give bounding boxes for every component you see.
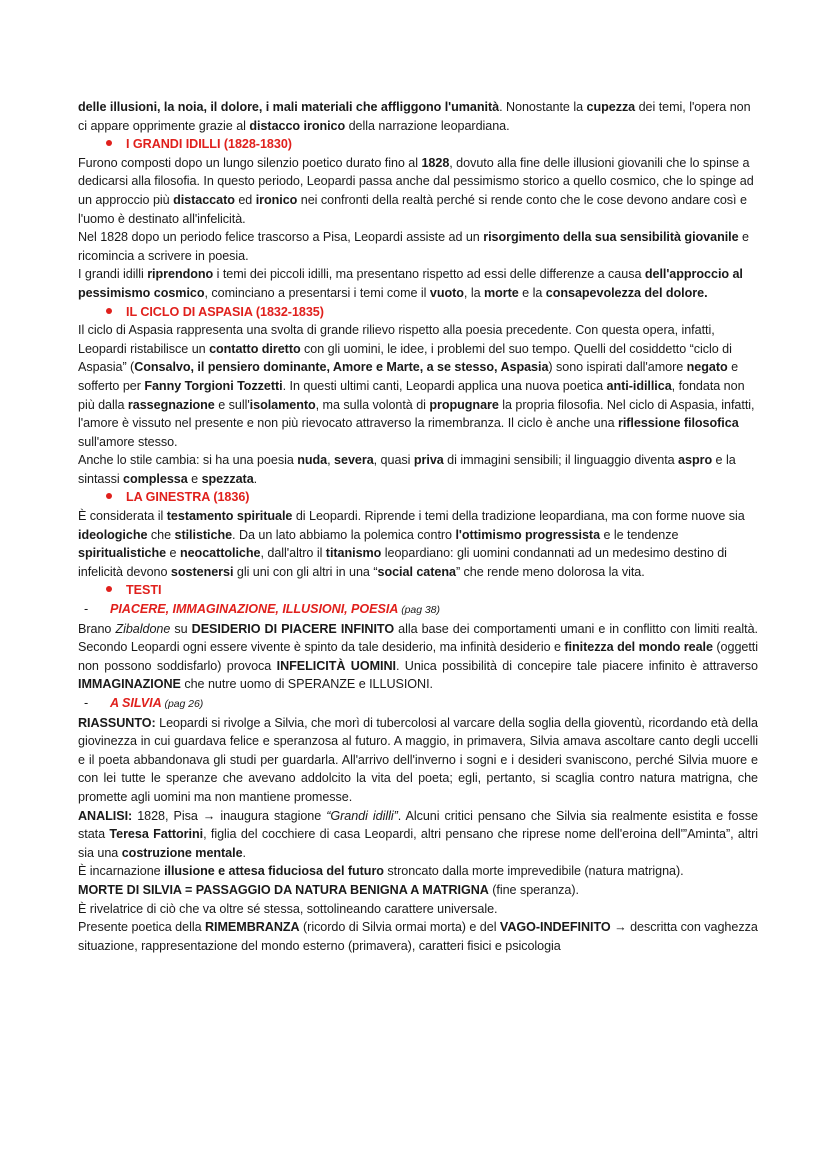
text: che nutre uomo di SPERANZE e ILLUSIONI. [180,677,433,692]
text: Presente poetica della [78,920,205,935]
paragraph-riassunto [78,714,758,807]
section-heading-testi [78,581,758,600]
heading-text: I GRANDI IDILLI (1828-1830) [126,137,292,152]
paragraph-intro [78,98,758,135]
bold-text: negato [686,360,728,375]
page-reference: (pag 38) [398,604,440,617]
text: stroncato dalla morte imprevedibile (natura matrigna). [383,864,684,879]
heading-text: LA GINESTRA (1836) [126,490,250,505]
bold-text: ideologiche [78,527,148,542]
text: . [253,471,258,486]
bold-text: RIMEMBRANZA [204,920,300,935]
bold-text: Consalvo, il pensiero dominante, Amore e Marte, a se stesso, Aspasia [134,360,549,375]
bold-text: nuda [297,453,328,468]
bold-text: vuoto [429,285,464,300]
text: , quasi [373,453,414,468]
bold-text: distaccato [173,192,235,207]
bold-text: delle illusioni, la noia, il dolore, i mali materiali che affliggono l'umanità [78,100,500,114]
bullet-icon [106,493,112,499]
text: di immagini sensibili; il linguaggio diventa [443,453,679,468]
bold-text: sostenersi [170,564,234,579]
text: gli uni con gli altri in una “ [233,564,378,579]
text: (ricordo di Silvia ormai morta) e del [299,920,500,935]
text: e [187,471,202,486]
paragraph-aspasia-1 [78,321,758,451]
text: che [147,527,175,542]
text: della narrazione leopardiana. [345,118,510,133]
text: e ricomincia a scrivere in poesia. [78,230,749,263]
bold-text: titanismo [325,546,382,561]
text: . Da un lato abbiamo la polemica contro [232,527,456,542]
bold-text: consapevolezza del dolore. [545,285,708,300]
bold-text: INFELICITÀ UOMINI [276,658,396,673]
bold-text: dell'approccio al pessimismo cosmico [78,267,743,300]
document-page [78,98,758,955]
text: , la [463,285,484,300]
paragraph-grandi-idilli-1 [78,154,758,228]
text: ” che rende meno dolorosa la vita. [455,564,645,579]
bold-text: spezzata [201,471,254,486]
bold-text: IMMAGINAZIONE [78,677,181,692]
text: Leopardi si rivolge a Silvia, che morì di tubercolosi al varcare della soglia della gioventù, ricordando età della giovinezza in cui guardava felice e speranzosa al futuro. A maggio, in primavera, Silvia amava ascoltare canto degli uccelli e il poeta abbandonava gli studi per guardarla. All'arrivo dell'inverno i sogni e i desideri svaniscono, perché Silvia muore e con lei tutte le speranze che avevano addolcito la vita del poeta; egli, pertanto, si scaglia contro natura matrigna, che promette agli uomini ma non mantiene promesse. [78,715,758,804]
bold-text: riprendono [147,267,214,282]
text: la propria filosofia. Nel ciclo di Aspasia, infatti, l'amore è vissuto nel presente e non più rievocato attraverso la rimembranza. Il ciclo è anche una [78,397,755,431]
bold-text: risorgimento della sua sensibilità giovanile [483,230,739,245]
heading-text: IL CICLO DI ASPASIA (1832-1835) [126,304,324,319]
text: , ma sulla volontà di [315,397,430,412]
paragraph-piacere [78,620,758,694]
text: Nel 1828 dopo un periodo felice trascorso a Pisa, Leopardi assiste ad un [78,230,484,245]
page-reference: (pag 26) [161,698,204,710]
text: Il ciclo di Aspasia rappresenta una svolta di grande rilievo rispetto alla poesia precedente. Con questa opera, infatti, Leopardi ristabilisce un [78,323,715,356]
text: i temi dei piccoli idilli, ma presentano rispetto ad essi delle differenze a causa [213,267,645,282]
bold-text: illusione e attesa fiduciosa del futuro [164,864,384,879]
text: ) sono ispirati dall'amore [548,360,687,375]
bold-text: Teresa Fattorini [109,827,204,842]
section-heading-ciclo-aspasia [78,303,758,322]
bold-text: rassegnazione [127,397,215,412]
text: di Leopardi. Riprende i temi della tradizione leopardiana, ma con forme nuove sia [292,509,745,524]
bold-text: testamento spirituale [166,509,293,524]
text: con gli uomini, le idee, i problemi del suo tempo. Quelli del cosiddetto “ciclo di Aspasia” ( [78,341,732,375]
text: 1828, Pisa → inaugura stagione [132,808,327,823]
bold-text: spiritualistiche [78,546,167,561]
bold-text: riflessione filosofica [617,416,739,431]
bold-text: aspro [678,453,713,468]
subheading-title: A SILVIA [110,696,162,710]
section-heading-ginestra [78,488,758,507]
paragraph-incarnazione [78,862,758,881]
bold-text: anti-idillica [606,378,672,393]
text: È incarnazione [78,864,165,879]
text: leopardiano: gli uomini condannati ad un medesimo destino di infelicità devono [78,546,727,579]
italic-text: Zibaldone [115,621,171,636]
text: e [166,546,180,561]
dash-marker: - [84,602,89,617]
paragraph-morte-silvia [78,881,758,900]
bullet-icon [106,140,112,146]
bold-text: RIASSUNTO: [78,715,156,730]
bold-text: morte [483,285,519,300]
paragraph-rivelatrice: È rivelatrice di ciò che va oltre sé stessa, sottolineando carattere universale. [78,901,498,916]
text: sull'amore stesso. [78,434,178,449]
bullet-icon [106,586,112,592]
bold-text: cupezza [586,100,636,114]
text: , cominciano a presentarsi i temi come il [204,285,430,300]
text: È considerata il [78,509,167,524]
text: ed [234,192,256,207]
paragraph-aspasia-2 [78,451,758,488]
text: dei temi, l'opera non ci appare opprimente grazie al [78,100,751,133]
bold-text: finitezza del mondo reale [564,640,713,655]
bullet-icon [106,308,112,314]
paragraph-analisi [78,807,758,863]
italic-text: “Grandi idilli” [326,808,398,823]
text: . In questi ultimi canti, Leopardi applica una nuova poetica [282,378,607,393]
text: , [327,453,335,468]
text: , fondata non più dalla [78,378,745,412]
bold-text: severa [334,453,374,468]
section-heading-grandi-idilli [78,135,758,154]
text: e la sintassi [78,453,736,486]
text: e sull' [214,397,250,412]
bold-text: complessa [123,471,188,486]
dash-marker: - [84,696,89,710]
bold-text: MORTE DI SILVIA = PASSAGGIO DA NATURA BENIGNA A MATRIGNA [78,882,489,897]
bold-text: VAGO-INDEFINITO [499,920,611,935]
text: . [242,845,246,860]
bold-text: isolamento [249,397,316,412]
text: , dovuto alla fine delle illusioni giovanili che lo spinse a dedicarsi alla filosofia. In questo periodo, Leopardi passa anche dal pessimismo storico a quello cosmico, che lo spinge ad un approccio più [78,155,754,207]
bold-text: propugnare [429,397,499,412]
paragraph-rimembranza [78,918,758,955]
bold-text: contatto diretto [209,341,301,356]
text: . Nonostante la [499,100,587,114]
text: , figlia del cocchiere di casa Leopardi, altri pensano che riprese nome dell'eroina dell'”Aminta”, altri sia una [78,827,758,860]
text: e le tendenze [600,527,679,542]
text: su [170,621,192,636]
text: alla base dei comportamenti umani e in conflitto con limiti realtà. Secondo Leopardi ogni essere vivente è spinto da tale desiderio, ma infinità desiderio e [78,621,758,655]
bold-text: Fanny Torgioni Tozzetti [144,378,283,393]
text: I grandi idilli [78,267,148,282]
text: Anche lo stile cambia: si ha una poesia [78,453,298,468]
text: . Unica possibilità di concepire tale piacere infinito è attraverso [395,658,758,673]
paragraph-ginestra [78,507,758,581]
paragraph-grandi-idilli-3 [78,265,758,302]
bold-text: stilistiche [174,527,233,542]
bold-text: distacco ironico [249,118,346,133]
text: (oggetti non possono soddisfarlo) provoca [78,640,758,673]
subheading-title: PIACERE, IMMAGINAZIONE, ILLUSIONI, POESIA [110,602,399,617]
text: nei confronti della realtà perché si rende conto che le cose devono andare così e l'uomo è destinato all'infelicità. [78,192,747,226]
text: e sofferto per [78,360,739,393]
text: , dall'altro il [260,546,326,561]
text: e la [518,285,546,300]
bold-text: l'ottimismo progressista [455,527,601,542]
bold-text: ironico [255,192,298,207]
subheading-a-silvia [78,694,758,714]
text: (fine speranza). [488,882,579,897]
bold-text: social catena [377,564,456,579]
text: Brano [78,621,116,636]
bold-text: costruzione mentale [121,845,243,860]
bold-text: neocattoliche [179,546,261,561]
bold-text: priva [413,453,444,468]
bold-text: 1828 [421,155,450,170]
bold-text: DESIDERIO DI PIACERE INFINITO [191,621,395,636]
subheading-piacere [78,600,758,620]
paragraph-grandi-idilli-2 [78,228,758,265]
text: Furono composti dopo un lungo silenzio poetico durato fino al [78,155,422,170]
text: → descritta con vaghezza situazione, rappresentazione del mondo esterno (primavera), caratteri fisici e psicologia [78,920,758,953]
bold-text: ANALISI: [78,808,133,823]
text: . Alcuni critici pensano che Silvia sia realmente esistita e fosse stata [78,808,758,842]
heading-text: TESTI [126,583,162,598]
